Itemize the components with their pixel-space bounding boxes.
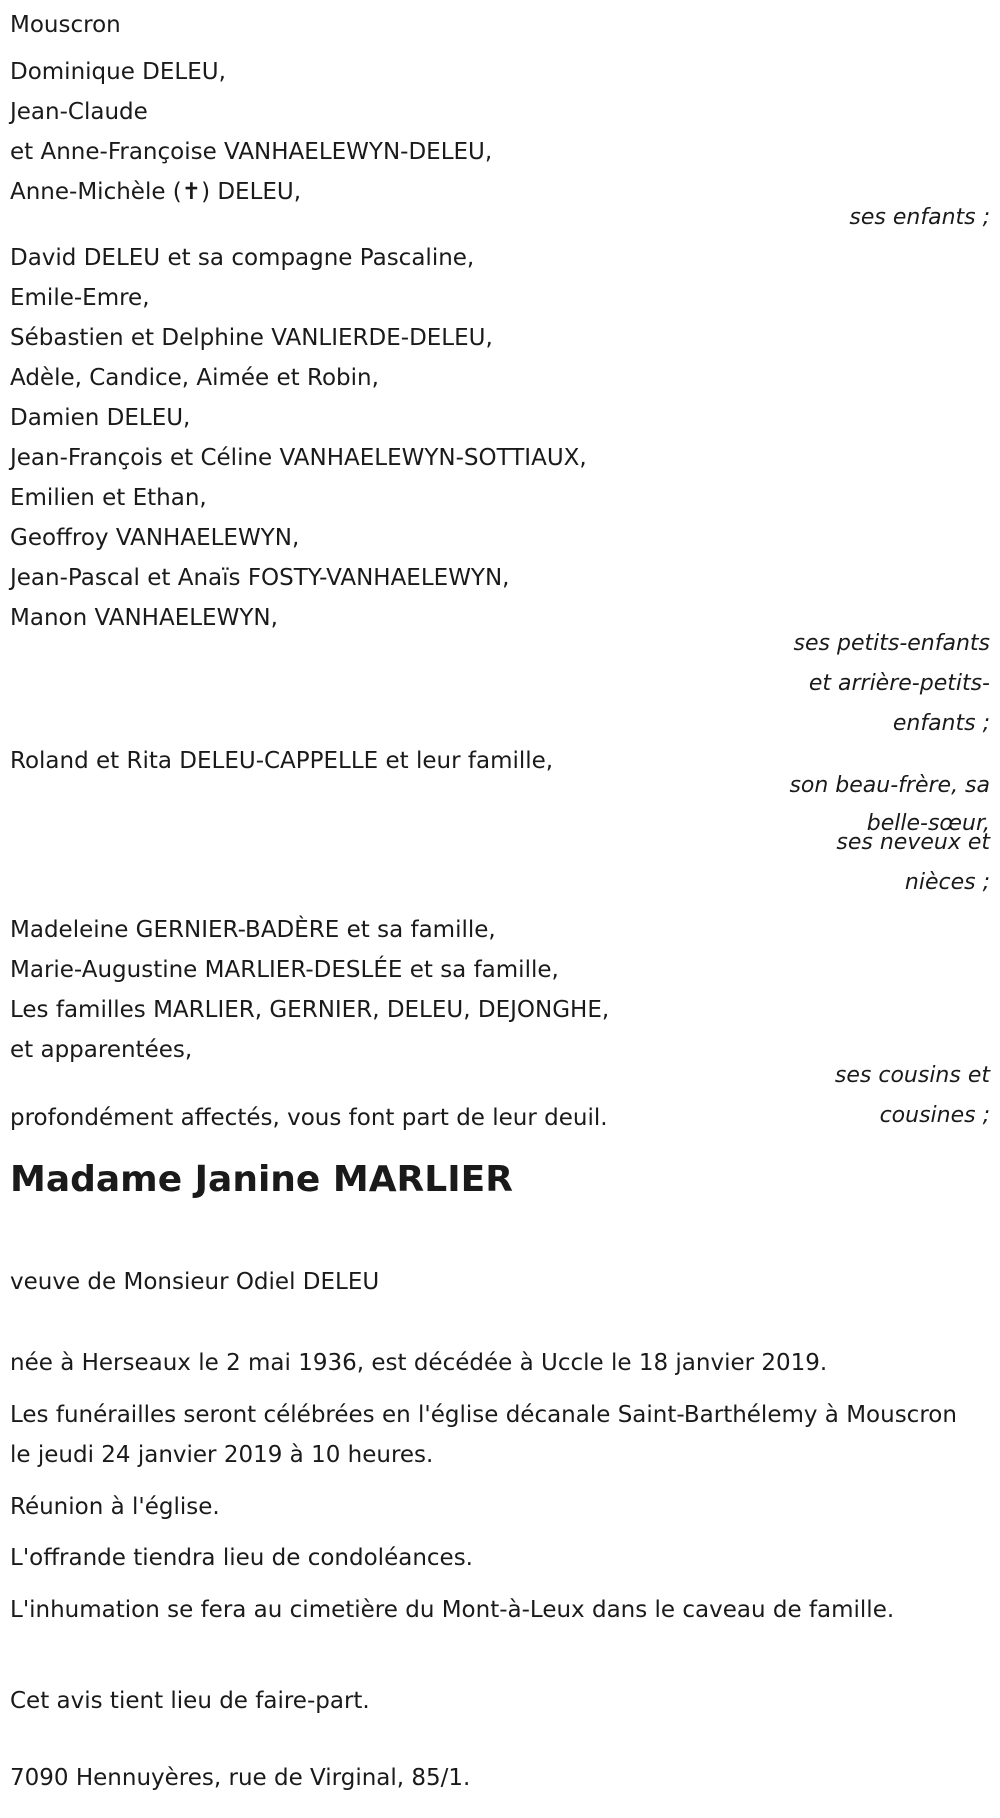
cousins-role-line-1: ses cousins et [834,1063,990,1088]
nephews-role [750,823,990,903]
grandchild-line-2: Emile-Emre, [10,285,150,311]
notice-paragraph: Cet avis tient lieu de faire-part. [10,1688,370,1714]
grandchild-line-9: Jean-Pascal et Anaïs FOSTY-VANHAELEWYN, [10,565,510,591]
cross-icon: ✝ [181,179,202,205]
nephews-role-line-1: ses neveux et [836,830,990,855]
in-laws-line: Roland et Rita DELEU-CAPPELLE et leur famille, [10,748,554,774]
grandchild-line-3: Sébastien et Delphine VANLIERDE-DELEU, [10,325,493,351]
funeral-paragraph: Les funérailles seront célébrées en l'église décanale Saint-Barthélemy à Mouscron le jeudi 24 janvier 2019 à 10 heures. [10,1402,957,1468]
grandchild-line-1: David DELEU et sa compagne Pascaline, [10,245,475,271]
city-heading: Mouscron [10,12,121,38]
grandchildren-role [750,624,990,744]
grandchild-line-4: Adèle, Candice, Aimée et Robin, [10,365,379,391]
cousin-line-1: Madeleine GERNIER-BADÈRE et sa famille, [10,917,496,943]
meeting-paragraph: Réunion à l'église. [10,1494,220,1520]
nephews-role-line-2: nièces ; [904,870,990,895]
in-laws-role-line-1: son beau-frère, sa [789,773,990,798]
child-line-4-surname: ) DELEU, [201,179,302,205]
grandchild-line-10: Manon VANHAELEWYN, [10,605,278,631]
child-line-3: et Anne-Françoise VANHAELEWYN-DELEU, [10,139,493,165]
birth-death-paragraph: née à Herseaux le 2 mai 1936, est décédée à Uccle le 18 janvier 2019. [10,1350,828,1376]
address-line: 7090 Hennuyères, rue de Virginal, 85/1. [10,1765,471,1791]
child-line-2: Jean-Claude [10,99,148,125]
deceased-name: Madame Janine MARLIER [10,1159,513,1200]
grandchildren-role-line-3: enfants ; [892,711,990,736]
cousins-role-line-2: cousines ; [879,1103,990,1128]
children-role [750,198,990,238]
offering-paragraph: L'offrande tiendra lieu de condoléances. [10,1545,473,1571]
children-role-label: ses enfants ; [849,205,990,230]
cousin-line-4: et apparentées, [10,1037,193,1063]
grandchildren-role-line-1: ses petits-enfants [793,631,990,656]
child-line-4 [10,177,301,207]
grandchild-line-8: Geoffroy VANHAELEWYN, [10,525,300,551]
widow-of-line: veuve de Monsieur Odiel DELEU [10,1269,380,1295]
child-line-1: Dominique DELEU, [10,59,226,85]
grandchild-line-5: Damien DELEU, [10,405,191,431]
closing-line: profondément affectés, vous font part de leur deuil. [10,1105,608,1131]
in-laws-role-line-2: belle-sœur, [866,811,990,836]
grandchild-line-6: Jean-François et Céline VANHAELEWYN-SOTTIAUX, [10,445,587,471]
cousins-role [750,1056,990,1136]
cousin-line-3: Les familles MARLIER, GERNIER, DELEU, DEJONGHE, [10,997,610,1023]
burial-paragraph: L'inhumation se fera au cimetière du Mont-à-Leux dans le caveau de famille. [10,1597,895,1623]
grandchild-line-7: Emilien et Ethan, [10,485,207,511]
child-line-4-name: Anne-Michèle ( [10,179,182,205]
grandchildren-role-line-2: et arrière-petits- [808,671,990,696]
cousin-line-2: Marie-Augustine MARLIER-DESLÉE et sa famille, [10,957,559,983]
